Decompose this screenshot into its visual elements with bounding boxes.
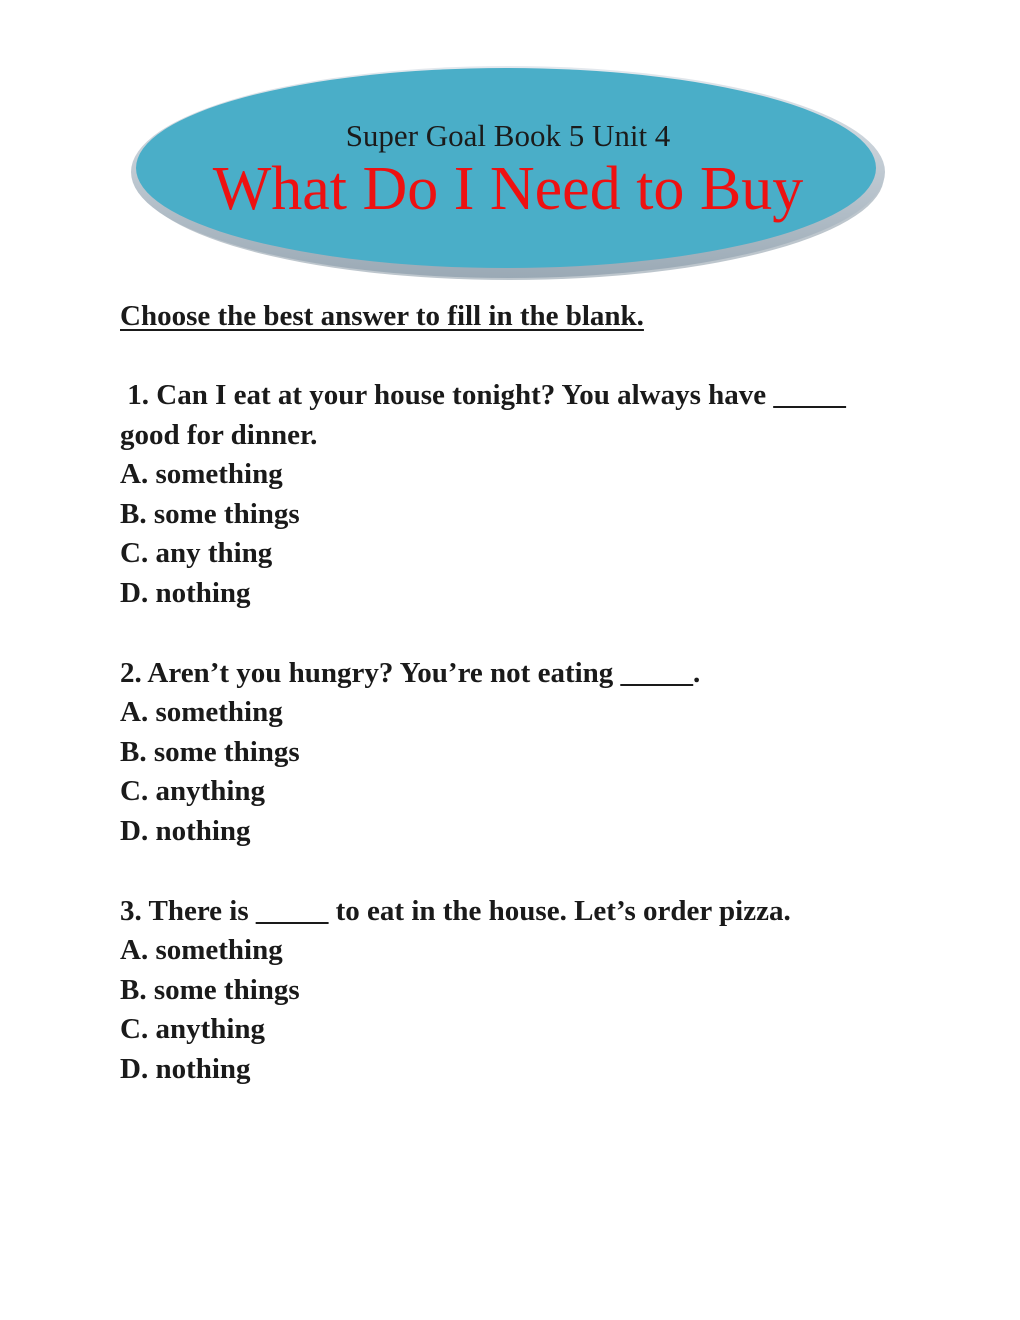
answer-option-b: B. some things [120, 735, 300, 768]
question-1 [120, 376, 920, 614]
question-2 [120, 654, 920, 852]
title-banner [128, 58, 888, 284]
answer-option-c: C. anything [120, 775, 266, 808]
answer-option-a: A. something [120, 458, 283, 491]
question-3 [120, 892, 920, 1090]
answer-option-b: B. some things [120, 497, 300, 530]
answer-option-b: B. some things [120, 973, 300, 1006]
answer-option-d: D. nothing [120, 576, 251, 609]
worksheet-title: What Do I Need to Buy [212, 155, 804, 223]
answer-option-c: C. any thing [120, 537, 273, 570]
worksheet-body [120, 296, 920, 1090]
answer-option-d: D. nothing [120, 814, 251, 847]
question-text: 2. Aren’t you hungry? You’re not eating _____. [120, 656, 701, 689]
answer-option-d: D. nothing [120, 1052, 251, 1085]
question-text: 3. There is _____ to eat in the house. Let’s order pizza. [120, 894, 791, 927]
question-text: 1. Can I eat at your house tonight? You always have _____ good for dinner. [120, 379, 854, 451]
instruction-heading: Choose the best answer to fill in the blank. [120, 300, 644, 332]
book-subtitle: Super Goal Book 5 Unit 4 [345, 118, 671, 153]
answer-option-a: A. something [120, 696, 283, 729]
answer-option-c: C. anything [120, 1013, 266, 1046]
answer-option-a: A. something [120, 934, 283, 967]
